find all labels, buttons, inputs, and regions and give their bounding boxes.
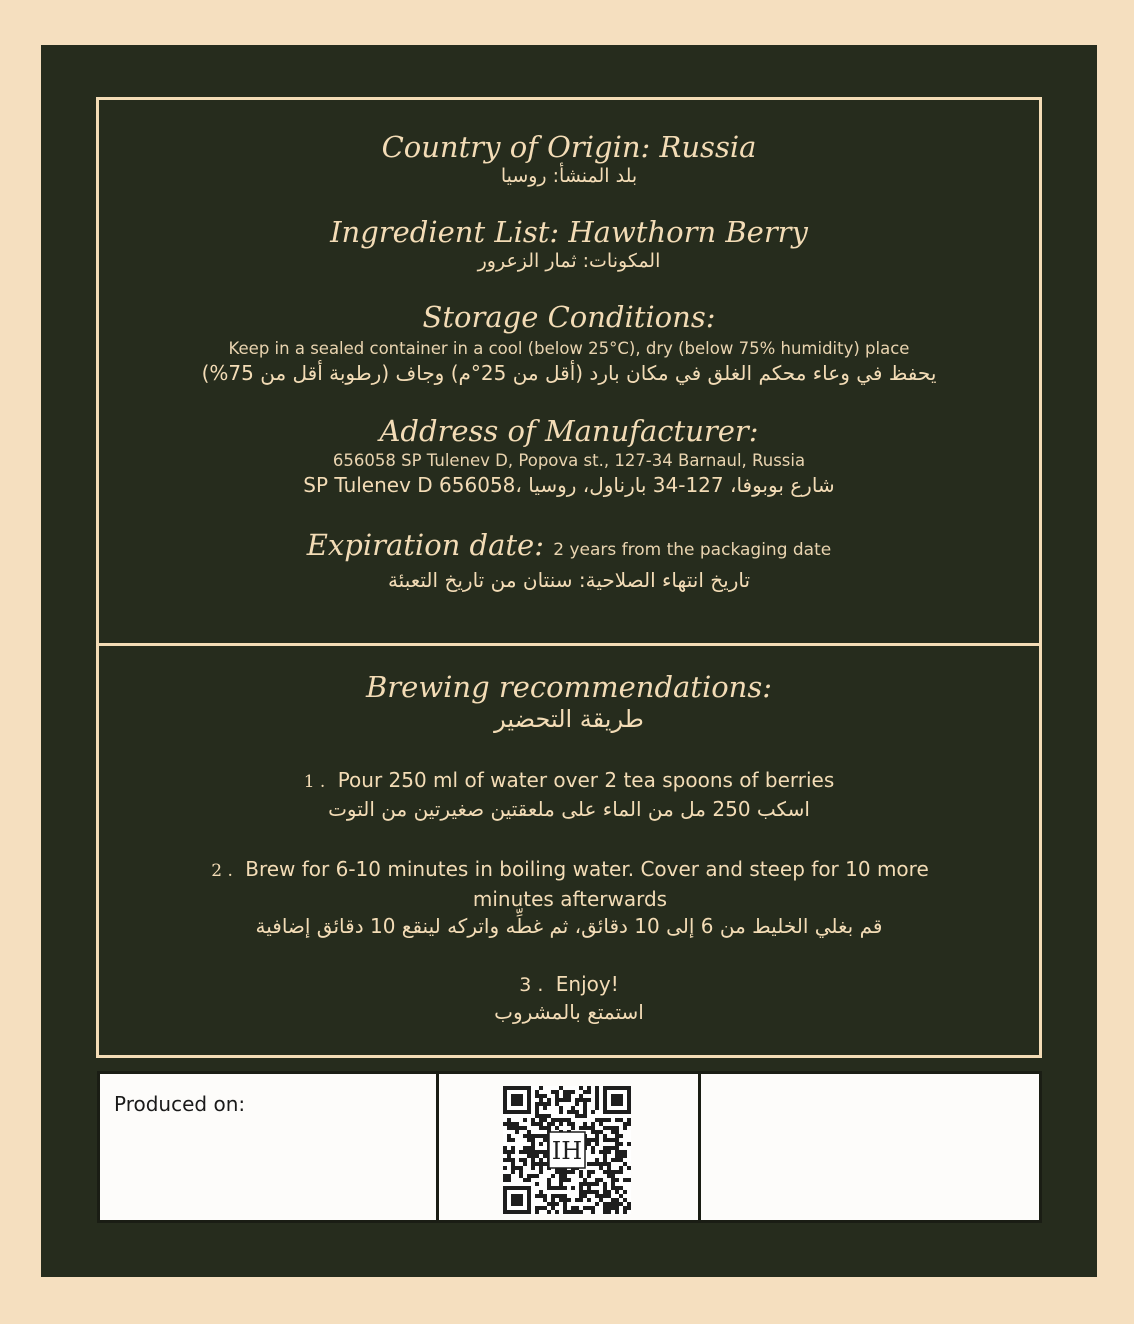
expiration-english: 2 years from the packaging date	[553, 540, 832, 560]
brew-step-1	[99, 766, 1039, 822]
step-2-number: 2 .	[211, 861, 233, 881]
step-3-number: 3 .	[519, 974, 544, 996]
step-3-arabic: استمتع بالمشروب	[494, 1000, 644, 1024]
produced-on-box	[97, 1071, 439, 1223]
qr-logo-text: IH	[551, 1137, 583, 1165]
brewing-arabic: طريقة التحضير	[494, 705, 644, 733]
origin-arabic: بلد المنشأ: روسيا	[500, 165, 638, 187]
step-1-arabic: اسكب 250 مل من الماء على ملعقتين صغيرتين من التوت	[328, 797, 810, 821]
ingredients-heading: Ingredient List: Hawthorn Berry	[330, 215, 808, 249]
ingredients-section	[99, 215, 1039, 273]
brewing-heading: Brewing recommendations:	[365, 670, 773, 704]
storage-heading: Storage Conditions:	[422, 300, 716, 334]
blank-box	[698, 1071, 1042, 1223]
origin-section	[99, 130, 1039, 188]
step-1-number: 1 .	[303, 772, 326, 792]
step-3-english: Enjoy!	[555, 972, 619, 996]
ingredients-arabic: المكونات: ثمار الزعرور	[477, 250, 661, 272]
qr-code-icon	[503, 1086, 631, 1214]
expiration-section	[99, 528, 1039, 593]
qr-box	[436, 1071, 701, 1223]
expiration-arabic: تاريخ انتهاء الصلاحية: سنتان من تاريخ التعبئة	[387, 568, 751, 592]
step-2-arabic: قم بغلي الخليط من 6 إلى 10 دقائق، ثم غطِّه واتركه لينقع 10 دقائق إضافية	[255, 914, 883, 938]
storage-english: Keep in a sealed container in a cool (below 25°C), dry (below 75% humidity) place	[228, 339, 910, 358]
step-2-english-line	[190, 855, 950, 913]
step-1-english-line	[99, 766, 1039, 796]
section-divider	[96, 643, 1042, 646]
step-2-english: Brew for 6-10 minutes in boiling water. Cover and steep for 10 more minutes afterwards	[245, 857, 929, 911]
manufacturer-heading: Address of Manufacturer:	[379, 414, 759, 448]
storage-arabic: يحفظ في وعاء محكم الغلق في مكان بارد (أقل من 25°م) وجاف (رطوبة أقل من 75%)	[201, 361, 937, 385]
manufacturer-section	[99, 414, 1039, 498]
brewing-section	[99, 670, 1039, 734]
brew-step-2	[190, 855, 950, 913]
brew-step-2-arabic-block	[99, 913, 1039, 939]
step-3-english-line	[99, 970, 1039, 999]
expiration-line	[99, 528, 1039, 567]
expiration-heading: Expiration date:	[306, 528, 544, 562]
origin-heading: Country of Origin: Russia	[381, 130, 757, 164]
step-1-english: Pour 250 ml of water over 2 tea spoons of berries	[337, 768, 835, 792]
brew-step-3	[99, 970, 1039, 1025]
produced-on-label: Produced on:	[114, 1092, 246, 1116]
manufacturer-english: 656058 SP Tulenev D, Popova st., 127-34 Barnaul, Russia	[332, 451, 806, 470]
storage-section	[99, 300, 1039, 386]
manufacturer-arabic: شارع بوبوفا، 127-34 بارناول، روسيا ،656058 SP Tulenev D	[303, 473, 835, 497]
